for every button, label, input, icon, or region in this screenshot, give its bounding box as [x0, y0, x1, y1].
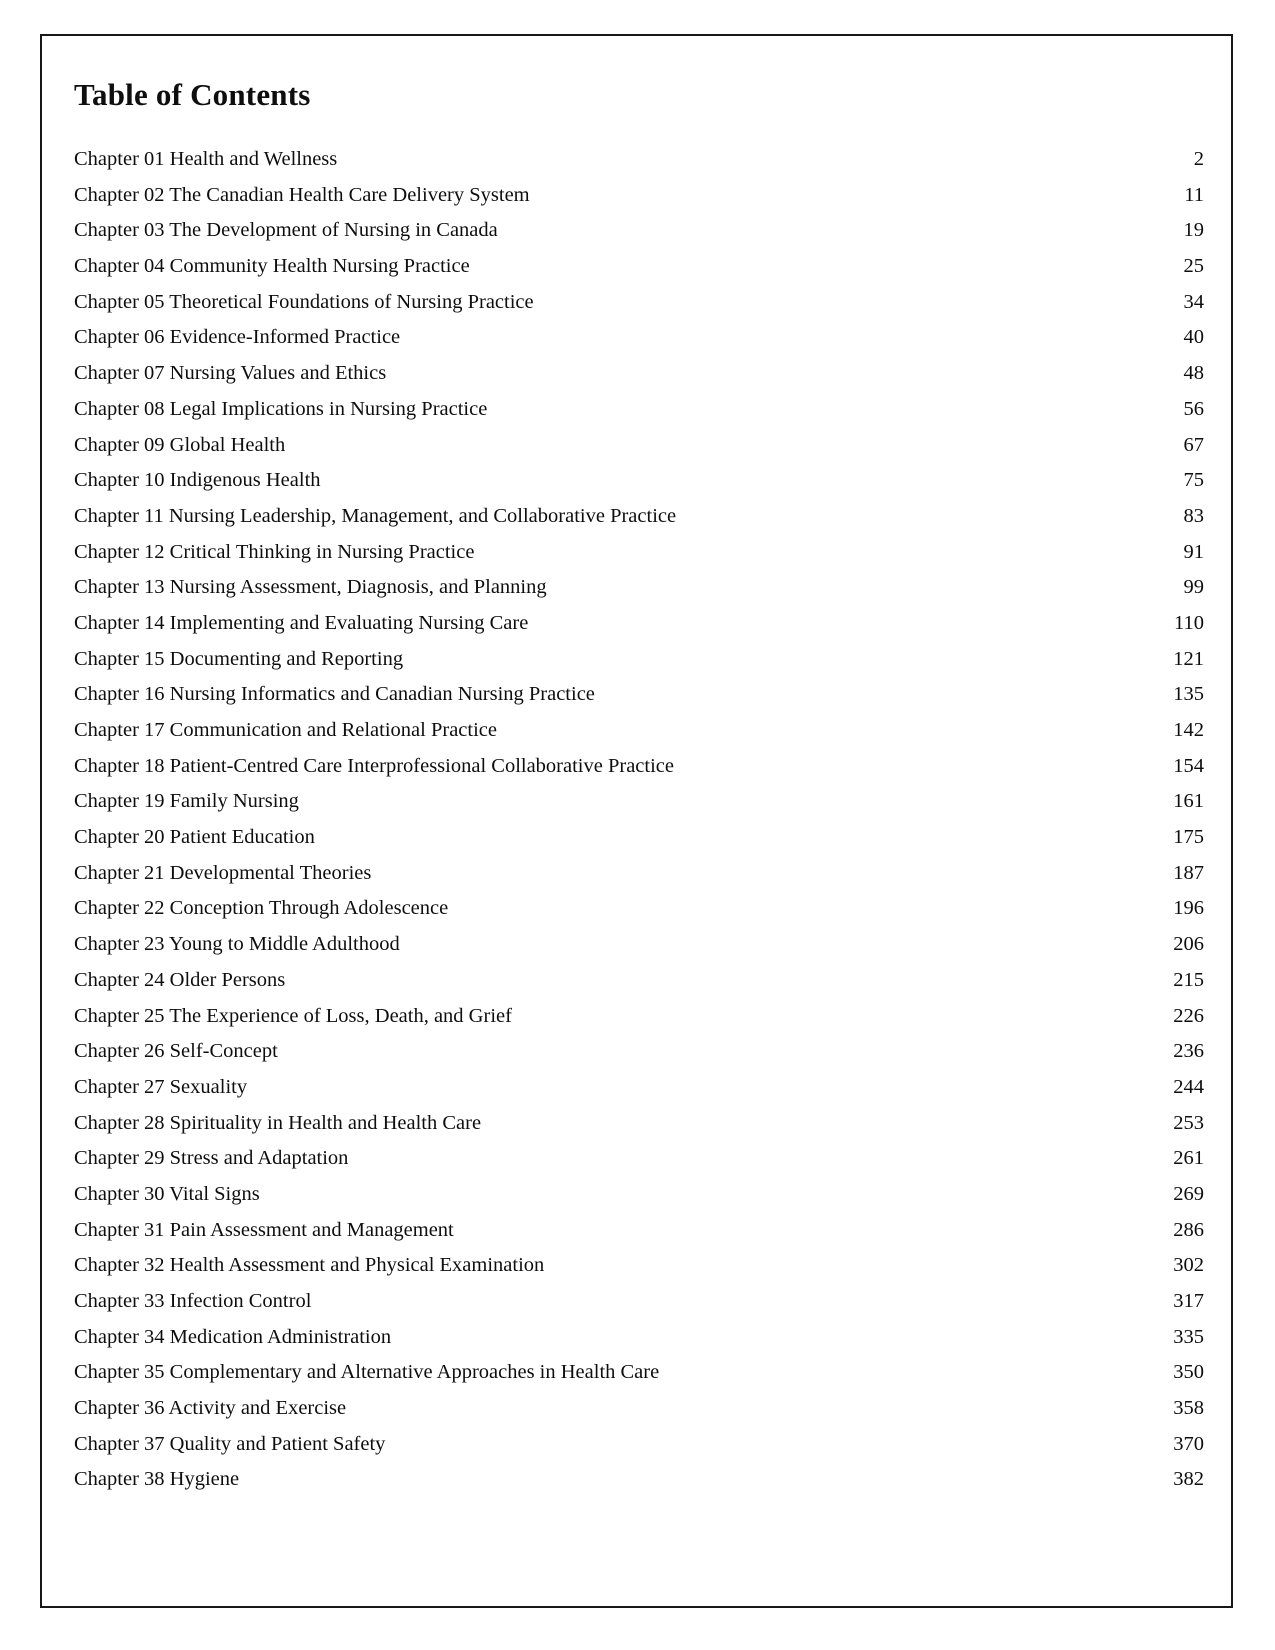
chapter-title: Chapter 15 Documenting and Reporting	[74, 647, 404, 670]
chapter-title: Chapter 29 Stress and Adaptation	[74, 1147, 349, 1170]
toc-entry	[74, 178, 1204, 214]
page-number: 25	[1183, 255, 1204, 278]
chapter-title: Chapter 08 Legal Implications in Nursing Practice	[74, 397, 488, 420]
chapter-title: Chapter 26 Self-Concept	[74, 1040, 278, 1063]
page-number: 175	[1173, 826, 1204, 849]
page-title: Table of Contents	[74, 76, 311, 112]
chapter-title: Chapter 05 Theoretical Foundations of Nursing Practice	[74, 290, 534, 313]
toc-entry	[74, 142, 1204, 178]
chapter-title: Chapter 03 The Development of Nursing in Canada	[74, 219, 498, 242]
toc-entry	[74, 428, 1204, 464]
toc-entry	[74, 784, 1204, 820]
chapter-title: Chapter 33 Infection Control	[74, 1290, 312, 1312]
toc-entry	[74, 1320, 1204, 1356]
toc-entry	[74, 642, 1204, 678]
chapter-title: Chapter 04 Community Health Nursing Practice	[74, 255, 470, 278]
toc-entry	[74, 535, 1204, 571]
page-number: 40	[1183, 326, 1204, 349]
page-number: 75	[1183, 469, 1204, 492]
chapter-title: Chapter 01 Health and Wellness	[74, 148, 338, 170]
chapter-title: Chapter 37 Quality and Patient Safety	[74, 1432, 386, 1455]
chapter-title: Chapter 28 Spirituality in Health and Health Care	[74, 1111, 482, 1134]
chapter-title: Chapter 30 Vital Signs	[74, 1182, 260, 1205]
page-number: 34	[1183, 290, 1204, 313]
chapter-title: Chapter 38 Hygiene	[74, 1468, 240, 1491]
page-number: 161	[1173, 790, 1204, 813]
chapter-title: Chapter 09 Global Health	[74, 433, 286, 456]
toc-entry	[74, 749, 1204, 785]
toc-entry	[74, 1106, 1204, 1142]
toc-entry	[74, 999, 1204, 1035]
page-number: 269	[1173, 1182, 1204, 1205]
page-number: 2	[1193, 148, 1204, 170]
page-number: 226	[1173, 1004, 1204, 1027]
page-number: 110	[1174, 611, 1204, 634]
toc-entry	[74, 1427, 1204, 1463]
page-number: 99	[1183, 576, 1204, 599]
page-number: 67	[1183, 433, 1204, 456]
chapter-title: Chapter 35 Complementary and Alternative Approaches in Health Care	[74, 1361, 660, 1384]
chapter-title: Chapter 07 Nursing Values and Ethics	[74, 362, 387, 385]
toc-list	[74, 142, 1204, 1498]
page-number: 317	[1173, 1290, 1204, 1312]
toc-entry	[74, 1462, 1204, 1498]
chapter-title: Chapter 24 Older Persons	[74, 968, 286, 991]
page-number: 83	[1183, 504, 1204, 527]
toc-entry	[74, 606, 1204, 642]
chapter-title: Chapter 27 Sexuality	[74, 1075, 248, 1098]
toc-entry	[74, 392, 1204, 428]
toc-entry	[74, 320, 1204, 356]
chapter-title: Chapter 23 Young to Middle Adulthood	[74, 933, 400, 956]
toc-entry	[74, 1355, 1204, 1391]
page-number: 91	[1183, 540, 1204, 563]
page-number: 135	[1173, 683, 1204, 706]
page-number: 187	[1173, 861, 1204, 884]
toc-entry	[74, 856, 1204, 892]
chapter-title: Chapter 13 Nursing Assessment, Diagnosis, and Planning	[74, 576, 547, 599]
toc-entry	[74, 1213, 1204, 1249]
page-number: 302	[1173, 1254, 1204, 1277]
page-number: 154	[1173, 754, 1204, 777]
page-number: 206	[1173, 933, 1204, 956]
chapter-title: Chapter 19 Family Nursing	[74, 790, 299, 813]
page-number: 236	[1173, 1040, 1204, 1063]
page-number: 382	[1173, 1468, 1204, 1491]
chapter-title: Chapter 31 Pain Assessment and Management	[74, 1218, 454, 1241]
chapter-title: Chapter 20 Patient Education	[74, 826, 315, 849]
toc-entry	[74, 891, 1204, 927]
chapter-title: Chapter 32 Health Assessment and Physical Examination	[74, 1254, 545, 1277]
chapter-title: Chapter 14 Implementing and Evaluating Nursing Care	[74, 611, 529, 634]
page-number: 11	[1184, 183, 1204, 206]
toc-entry	[74, 356, 1204, 392]
toc-entry	[74, 463, 1204, 499]
chapter-title: Chapter 12 Critical Thinking in Nursing Practice	[74, 540, 475, 563]
toc-entry	[74, 249, 1204, 285]
page-number: 215	[1173, 968, 1204, 991]
page-number: 358	[1173, 1397, 1204, 1420]
page-number: 121	[1173, 647, 1204, 670]
toc-entry	[74, 963, 1204, 999]
toc-entry	[74, 1034, 1204, 1070]
toc-entry	[74, 1070, 1204, 1106]
toc-entry	[74, 499, 1204, 535]
page-number: 350	[1173, 1361, 1204, 1384]
toc-entry	[74, 285, 1204, 321]
chapter-title: Chapter 02 The Canadian Health Care Delivery System	[74, 183, 530, 206]
toc-entry	[74, 927, 1204, 963]
toc-entry	[74, 677, 1204, 713]
toc-entry	[74, 1248, 1204, 1284]
page-number: 196	[1173, 897, 1204, 920]
page-number: 253	[1173, 1111, 1204, 1134]
chapter-title: Chapter 36 Activity and Exercise	[74, 1397, 347, 1420]
chapter-title: Chapter 25 The Experience of Loss, Death, and Grief	[74, 1004, 512, 1027]
toc-entry	[74, 713, 1204, 749]
page-border-frame	[40, 34, 1233, 1608]
chapter-title: Chapter 16 Nursing Informatics and Canadian Nursing Practice	[74, 683, 595, 706]
chapter-title: Chapter 18 Patient-Centred Care Interprofessional Collaborative Practice	[74, 754, 674, 777]
chapter-title: Chapter 22 Conception Through Adolescence	[74, 897, 449, 920]
chapter-title: Chapter 34 Medication Administration	[74, 1325, 392, 1348]
toc-entry	[74, 1391, 1204, 1427]
page-number: 370	[1173, 1432, 1204, 1455]
page-number: 244	[1173, 1075, 1204, 1098]
chapter-title: Chapter 21 Developmental Theories	[74, 861, 372, 884]
page-number: 56	[1183, 397, 1204, 420]
toc-entry	[74, 1284, 1204, 1320]
toc-entry	[74, 570, 1204, 606]
toc-entry	[74, 820, 1204, 856]
page-number: 48	[1183, 362, 1204, 385]
toc-entry	[74, 213, 1204, 249]
chapter-title: Chapter 11 Nursing Leadership, Management, and Collaborative Practice	[74, 504, 677, 527]
page-number: 286	[1173, 1218, 1204, 1241]
page-number: 335	[1173, 1325, 1204, 1348]
toc-entry	[74, 1141, 1204, 1177]
page-number: 261	[1173, 1147, 1204, 1170]
page-number: 19	[1183, 219, 1204, 242]
chapter-title: Chapter 06 Evidence-Informed Practice	[74, 326, 401, 349]
chapter-title: Chapter 17 Communication and Relational Practice	[74, 719, 497, 741]
page-number: 142	[1173, 719, 1204, 741]
toc-entry	[74, 1177, 1204, 1213]
chapter-title: Chapter 10 Indigenous Health	[74, 469, 321, 492]
